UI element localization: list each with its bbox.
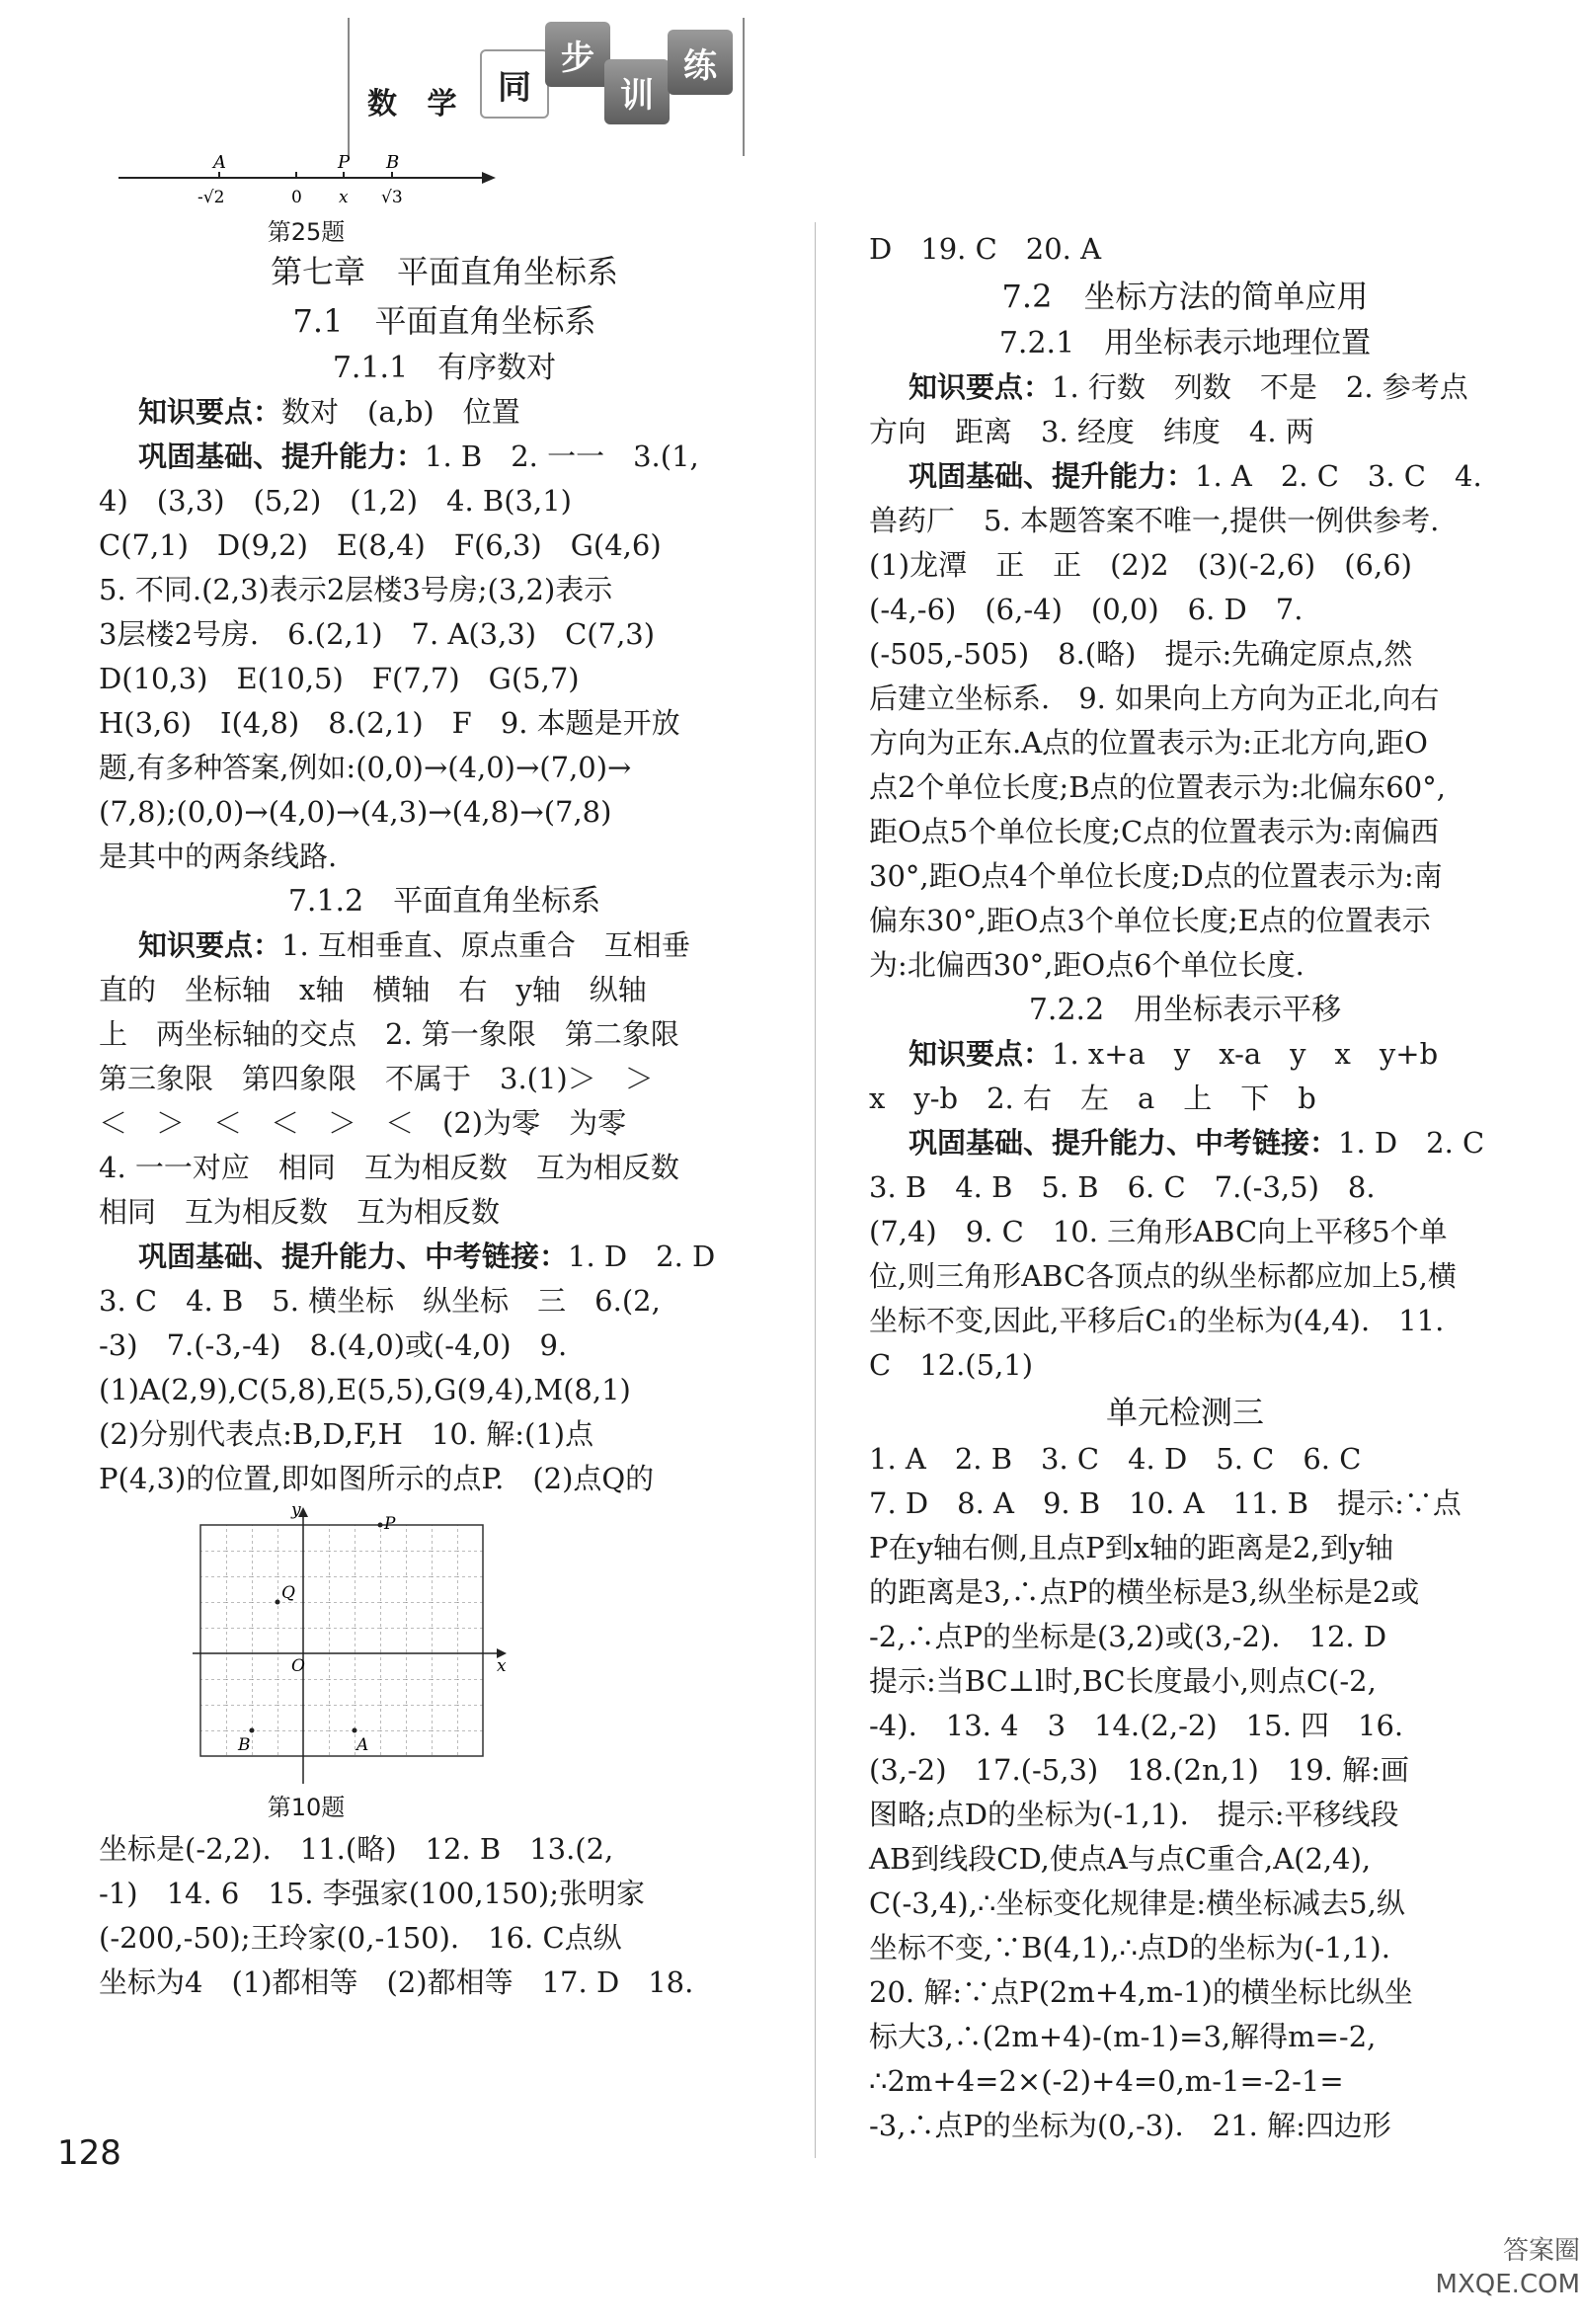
watermark-logo: 答案圈 MXQE.COM [1435,2236,1580,2299]
answer-line: P在y轴右侧,且点P到x轴的距离是2,到y轴 [869,1531,1394,1564]
tick-x: x [339,188,349,207]
answer-line: (7,8);(0,0)→(4,0)→(4,3)→(4,8)→(7,8) [99,795,612,829]
section-7-2-title: 7.2 坐标方法的简单应用 [1001,278,1369,315]
answer-line: 上 两坐标轴的交点 2. 第一象限 第二象限 [99,1017,679,1051]
answer-line: (2)分别代表点:B,D,F,H 10. 解:(1)点 [99,1417,594,1451]
tick-neg-sqrt2: -√2 [198,188,225,207]
answer-line: -4). 13. 4 3 14.(2,-2) 15. 四 16. [869,1709,1404,1742]
grid-origin-label: O [291,1656,305,1676]
answer-line: C(-3,4),∴坐标变化规律是:横坐标减去5,纵 [869,1886,1405,1920]
answer-line: 1. A 2. B 3. C 4. D 5. C 6. C [869,1442,1362,1476]
subsection-7-2-1-title: 7.2.1 用坐标表示地理位置 [998,326,1372,361]
answer-line: C(7,1) D(9,2) E(8,4) F(6,3) G(4,6) [99,528,662,562]
tick-sqrt3: √3 [381,188,403,207]
answer-line: 知识要点：数对 (a,b) 位置 [138,395,520,429]
answer-line: 的距离是3,∴点P的横坐标是3,纵坐标是2或 [869,1575,1420,1609]
answer-line: -1) 14. 6 15. 李强家(100,150);张明家 [99,1877,646,1910]
answer-line: 偏东30°,距O点3个单位长度;E点的位置表示 [869,904,1431,937]
subject-label: 数 学 [367,87,467,121]
answer-line: x y-b 2. 右 左 a 上 下 b [869,1082,1316,1115]
answer-line: 位,则三角形ABC各顶点的纵坐标都应加上5,横 [869,1259,1457,1293]
answer-line: AB到线段CD,使点A与点C重合,A(2,4), [869,1842,1372,1876]
subsection-7-2-2-title: 7.2.2 用坐标表示平移 [1028,993,1342,1027]
chapter-title: 第七章 平面直角坐标系 [270,253,618,290]
answer-line: (7,4) 9. C 10. 三角形ABC向上平移5个单 [869,1215,1448,1248]
answer-line: 兽药厂 5. 本题答案不唯一,提供一例供参考. [869,504,1440,537]
header-rule-right [743,18,745,156]
point-p-label: P [338,152,351,173]
answer-line: 提示:当BC⊥l时,BC长度最小,则点C(-2, [869,1664,1377,1698]
answer-line: 巩固基础、提升能力、中考链接：1. D 2. C [908,1126,1485,1160]
answer-line: 30°,距O点4个单位长度;D点的位置表示为:南 [869,859,1443,893]
answer-line: 坐标是(-2,2). 11.(略) 12. B 13.(2, [99,1832,614,1866]
left-column [99,247,790,2005]
answer-line: 巩固基础、提升能力：1. B 2. 一一 3.(1, [138,440,699,473]
answer-line: 3层楼2号房. 6.(2,1) 7. A(3,3) C(7,3) [99,617,656,651]
page-number: 128 [57,2133,121,2173]
answer-line: (-505,-505) 8.(略) 提示:先确定原点,然 [869,637,1413,671]
answer-line: 坐标不变,因此,平移后C₁的坐标为(4,4). 11. [869,1304,1445,1337]
answer-line: 巩固基础、提升能力、中考链接：1. D 2. D [138,1240,716,1273]
grid-point-q-label: Q [281,1583,295,1603]
column-divider [815,222,816,2158]
grid-y-label: y [291,1500,301,1520]
answer-line: D(10,3) E(10,5) F(7,7) G(5,7) [99,662,580,695]
answer-line: 距O点5个单位长度;C点的位置表示为:南偏西 [869,815,1439,848]
answer-line: 4. 一一对应 相同 互为相反数 互为相反数 [99,1151,679,1184]
grid-point-a-label: A [356,1735,369,1755]
subsection-7-1-2-title: 7.1.2 平面直角坐标系 [287,884,601,919]
answer-line: 方向为正东.A点的位置表示为:正北方向,距O [869,726,1428,760]
grid-point-b-label: B [238,1735,251,1755]
grid-point-p-label: P [384,1514,396,1534]
page-header [0,0,1566,163]
answer-line: 标大3,∴(2m+4)-(m-1)=3,解得m=-2, [869,2020,1377,2053]
answer-line: (-200,-50);王玲家(0,-150). 16. C点纵 [99,1921,622,1955]
answer-line: P(4,3)的位置,即如图所示的点P. (2)点Q的 [99,1462,655,1495]
answer-line: 点2个单位长度;B点的位置表示为:北偏东60°, [869,770,1446,804]
answer-line: 题,有多种答案,例如:(0,0)→(4,0)→(7,0)→ [99,751,632,784]
title-char-4: 练 [668,30,733,95]
answer-line: -3) 7.(-3,-4) 8.(4,0)或(-4,0) 9. [99,1328,568,1362]
answer-line: 4) (3,3) (5,2) (1,2) 4. B(3,1) [99,484,572,518]
point-b-label: B [386,152,400,173]
answer-line: H(3,6) I(4,8) 8.(2,1) F 9. 本题是开放 [99,706,680,740]
answer-line: 坐标为4 (1)都相等 (2)都相等 17. D 18. [99,1965,694,1999]
answer-line: -2,∴点P的坐标是(3,2)或(3,-2). 12. D [869,1620,1387,1653]
answer-line: 20. 解:∵点P(2m+4,m-1)的横坐标比纵坐 [869,1975,1413,2009]
subsection-7-1-1-title: 7.1.1 有序数对 [332,351,557,385]
figure-10-grid [193,1501,518,1788]
figure-10-container [99,1501,790,1788]
answer-line: 7. D 8. A 9. B 10. A 11. B 提示:∵点 [869,1486,1462,1520]
answer-line: 方向 距离 3. 经度 纬度 4. 两 [869,415,1314,448]
answer-line: D 19. C 20. A [869,232,1102,266]
answer-line: 知识要点：1. 互相垂直、原点重合 互相垂 [138,928,690,962]
answer-line: (-4,-6) (6,-4) (0,0) 6. D 7. [869,593,1304,626]
figure-25-caption: 第25题 [267,218,346,246]
answer-line: 3. B 4. B 5. B 6. C 7.(-3,5) 8. [869,1170,1376,1204]
answer-line: 后建立坐标系. 9. 如果向上方向为正北,向右 [869,681,1440,715]
answer-line: 是其中的两条线路. [99,840,338,873]
answer-line: 坐标不变,∵B(4,1),∴点D的坐标为(-1,1). [869,1931,1390,1964]
answer-line: ∴2m+4=2×(-2)+4=0,m-1=-2-1= [869,2064,1344,2098]
answer-line: -3,∴点P的坐标为(0,-3). 21. 解:四边形 [869,2109,1391,2142]
answer-line: 直的 坐标轴 x轴 横轴 右 y轴 纵轴 [99,973,647,1006]
answer-line: 相同 互为相反数 互为相反数 [99,1195,501,1229]
answer-line: 5. 不同.(2,3)表示2层楼3号房;(3,2)表示 [99,573,613,606]
answer-line: (1)A(2,9),C(5,8),E(5,5),G(9,4),M(8,1) [99,1373,631,1406]
figure-10-caption: 第10题 [267,1794,346,1821]
title-char-2: 步 [545,22,610,87]
answer-line: 第三象限 第四象限 不属于 3.(1)＞ ＞ [99,1062,654,1095]
unit-test-title: 单元检测三 [1105,1394,1264,1431]
answer-line: 知识要点：1. x+a y x-a y x y+b [908,1037,1439,1071]
tick-zero: 0 [291,188,302,207]
figure-25-number-line [109,148,504,217]
answer-line: (3,-2) 17.(-5,3) 18.(2n,1) 19. 解:画 [869,1753,1409,1787]
right-column [869,227,1501,2148]
grid-x-label: x [497,1656,507,1676]
point-a-label: A [213,152,226,173]
answer-line: 巩固基础、提升能力：1. A 2. C 3. C 4. [908,459,1482,493]
answer-line: C 12.(5,1) [869,1348,1034,1382]
answer-line: 知识要点：1. 行数 列数 不是 2. 参考点 [908,370,1468,404]
answer-line: ＜ ＞ ＜ ＜ ＞ ＜ (2)为零 为零 [99,1106,627,1140]
answer-line: 图略;点D的坐标为(-1,1). 提示:平移线段 [869,1798,1399,1831]
header-rule-left [348,18,350,156]
title-char-1: 同 [480,49,549,119]
section-7-1-title: 7.1 平面直角坐标系 [292,302,596,340]
title-char-3: 训 [604,59,670,124]
answer-line: 为:北偏西30°,距O点6个单位长度. [869,948,1304,982]
answer-line: 3. C 4. B 5. 横坐标 纵坐标 三 6.(2, [99,1284,661,1318]
answer-line: (1)龙潭 正 正 (2)2 (3)(-2,6) (6,6) [869,548,1412,582]
